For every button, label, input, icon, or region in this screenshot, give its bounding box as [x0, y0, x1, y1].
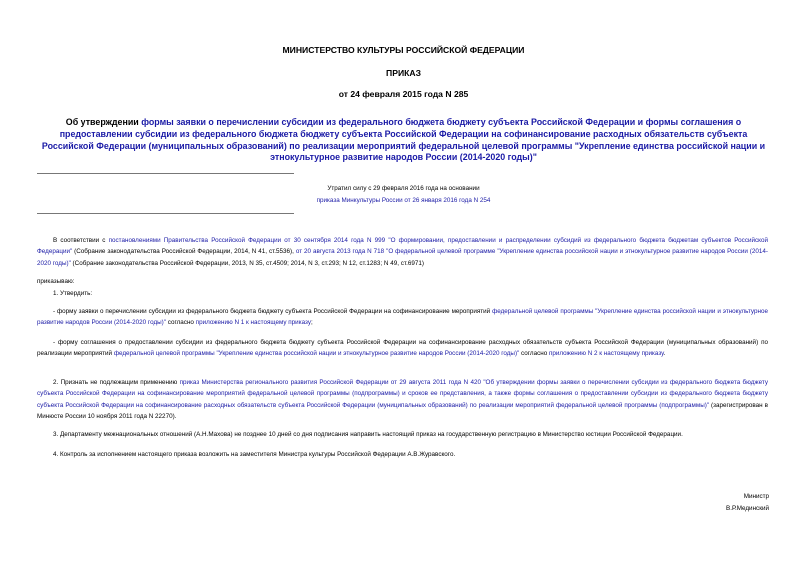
item-1a-text-3: ; — [311, 319, 313, 327]
item-1b-text-2: согласно — [519, 350, 549, 358]
signature-name: В.Р.Мединский — [726, 505, 769, 512]
item-1b — [37, 337, 768, 360]
item-1: 1. Утвердить: — [53, 290, 93, 297]
preamble-paragraph — [37, 235, 768, 269]
item-1a-text-2: согласно — [165, 319, 196, 327]
orders-word: приказываю: — [37, 278, 75, 285]
item-3: 3. Департаменту межнациональных отношений (А.Н.Махова) не позднее 10 дней со дня подписания направить настоящий приказ на государственную регистрацию в Министерство юстиции Российской Федерации. — [53, 431, 683, 438]
item-1b-link-1[interactable]: федеральной целевой программы "Укрепление единства российской нации и этнокультурное развитие народов России (2014-2020 годы)" — [113, 350, 520, 358]
preamble-link-2[interactable]: от 20 августа 2013 года N 718 "О федеральной целевой программе "Укрепление единства российской нации и этнокультурное развитие народов России (2014-2020 годы)" — [37, 248, 769, 267]
preamble-text-3: (Собрание законодательства Российской Федерации, 2013, N 35, ст.4509; 2014, N 3, ст.293; N 12, ст.1283; N 49, ст.6971) — [70, 259, 424, 267]
preamble-text-2: (Собрание законодательства Российской Федерации, 2014, N 41, ст.5536), — [72, 248, 296, 256]
divider-bottom — [37, 213, 294, 214]
item-2-link-1[interactable]: приказ Министерства регионального развития Российской Федерации от 29 августа 2011 года N 420 "Об утверждении формы заявки о перечислении субсидии из федерального бюджета бюджету субъекта Российской Федерации на софинансирование мероприятий федеральной целевой программы (подпрограммы) и сроков ее представления, а также формы соглашения о предоставлении субсидии из федерального бюджета бюджету субъекта Российской Федерации на софинансирование расходных обязательств субъекта Российской Федерации (муниципальных образований) по реализации мероприятий федеральной целевой программы (подпрограммы)" — [37, 379, 768, 409]
status-link[interactable]: приказа Минкультуры России от 26 января 2016 года N 254 — [316, 197, 491, 204]
item-1b-text-3: . — [663, 350, 666, 358]
preamble-text-1: В соответствии с — [53, 237, 109, 244]
item-1a-text-1: - форму заявки о перечислении субсидии из федерального бюджета бюджету субъекта Российской Федерации на софинансирование мероприятий — [53, 308, 493, 315]
item-4: 4. Контроль за исполнением настоящего приказа возложить на заместителя Министра культуры Российской Федерации А.В.Журавского. — [53, 451, 456, 458]
ministry-heading: МИНИСТЕРСТВО КУЛЬТУРЫ РОССИЙСКОЙ ФЕДЕРАЦИИ — [282, 45, 525, 55]
status-line: Утратил силу с 29 февраля 2016 года на основании — [327, 185, 480, 192]
title-prefix: Об утверждении — [65, 117, 142, 127]
item-1a-link-1[interactable]: федеральной целевой программы "Укрепление единства российской нации и этнокультурное развитие народов России (2014-2020 годы)" — [37, 308, 768, 327]
title-link[interactable]: формы заявки о перечислении субсидии из федерального бюджета бюджету субъекта Российской Федерации и формы соглашения о предоставлении субсидии из федерального бюджета бюджету субъекта Российской Федерации на софинансирование расходных обязательств субъекта Российской Федерации (муниципальных образований) по реализации мероприятий федеральной целевой программы "Укрепление единства российской нации и этнокультурное развитие народов России (2014-2020 годы)" — [41, 117, 766, 163]
item-2 — [37, 377, 768, 423]
item-1a-link-2[interactable]: приложению N 1 к настоящему приказу — [195, 319, 311, 327]
item-1a — [37, 306, 768, 329]
item-1b-text-1: - форму соглашения о предоставлении субсидии из федерального бюджета бюджету субъекта Российской Федерации на софинансирование расходных обязательств субъекта Российской Федерации (муниципальных образований) по реализации мероприятий — [37, 339, 768, 358]
preamble-link-1[interactable]: постановлениями Правительства Российской Федерации от 30 сентября 2014 года N 999 "О формировании, предоставлении и распределении субсидий из федерального бюджета бюджетам субъектов Российской Федерации" — [37, 237, 768, 256]
divider-top — [37, 173, 294, 174]
item-2-text-2: (зарегистрирован в Минюсте России 10 ноября 2011 года N 22270). — [37, 401, 768, 421]
item-1b-link-2[interactable]: приложению N 2 к настоящему приказу — [548, 350, 664, 358]
document-title — [40, 117, 767, 164]
doc-type-heading: ПРИКАЗ — [386, 68, 421, 78]
signature-position: Министр — [743, 493, 769, 500]
date-number-heading: от 24 февраля 2015 года N 285 — [338, 89, 469, 99]
item-2-text-1: 2. Признать не подлежащим применению — [53, 379, 180, 386]
